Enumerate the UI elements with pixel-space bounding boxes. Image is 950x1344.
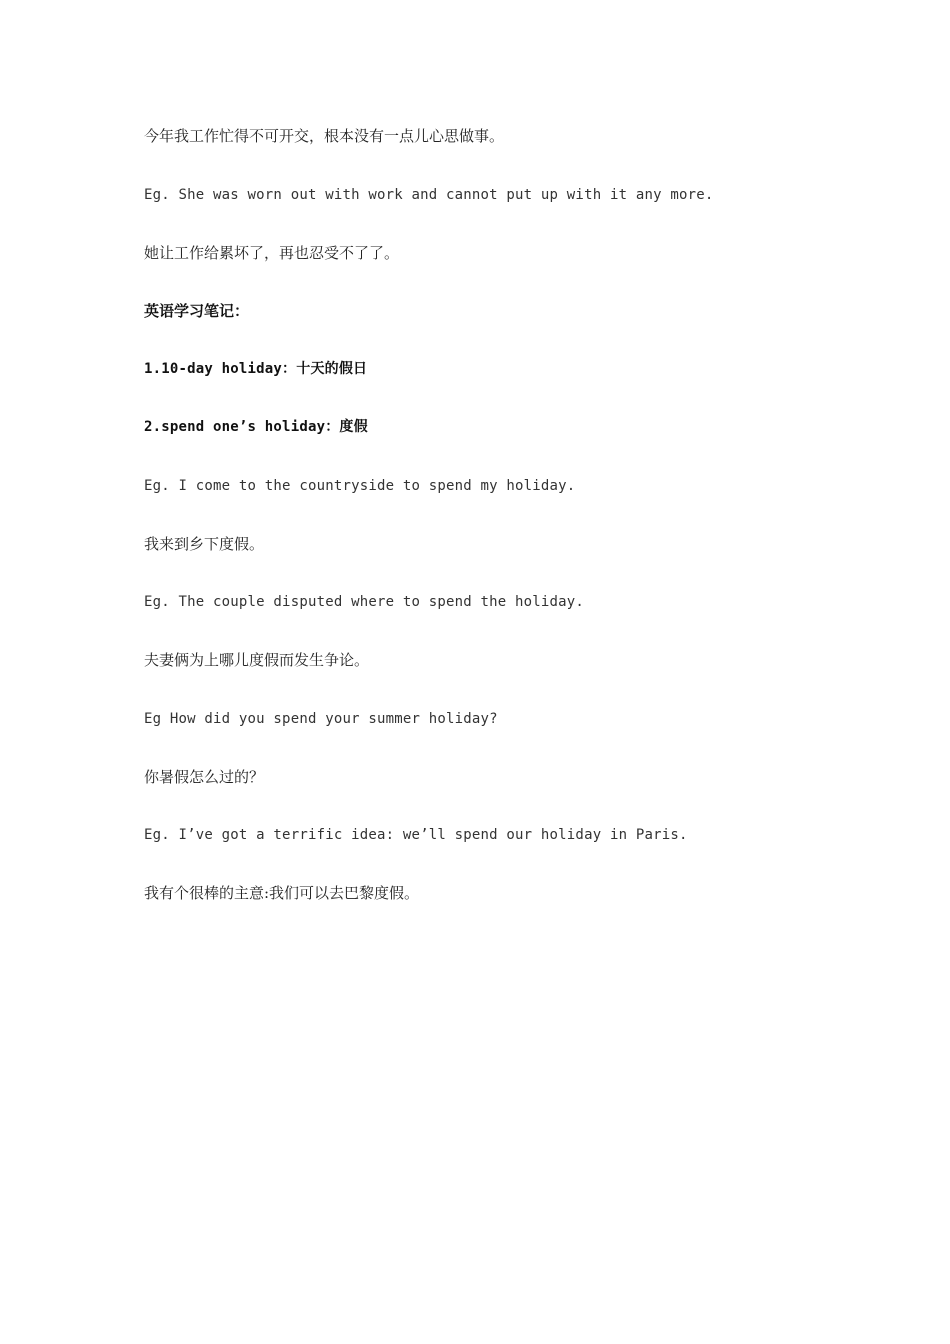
text-line-example-countryside: Eg. I come to the countryside to spend my holiday. [144, 478, 576, 494]
text-line-example-couple: Eg. The couple disputed where to spend the holiday. [144, 594, 585, 610]
text-line-chinese-couple: 夫妻俩为上哪儿度假而发生争论。 [144, 651, 370, 669]
text-line-example-worn-out: Eg. She was worn out with work and cannot put up with it any more. [144, 187, 714, 203]
section-heading-study-notes: 英语学习笔记： [144, 302, 250, 320]
text-line-chinese-worn-out: 她让工作给累坏了，再也忍受不了了。 [144, 244, 400, 262]
note-item-spend-holiday: 2.spend one’s holiday：度假 [144, 419, 368, 435]
text-line-example-paris: Eg. I’ve got a terrific idea: we’ll spend our holiday in Paris. [144, 827, 688, 843]
text-line-chinese-summer-holiday: 你暑假怎么过的？ [144, 768, 265, 786]
text-line-chinese-countryside: 我来到乡下度假。 [144, 535, 265, 553]
note-item-10-day-holiday: 1.10-day holiday：十天的假日 [144, 361, 368, 377]
text-line-chinese-paris: 我有个很棒的主意:我们可以去巴黎度假。 [144, 884, 420, 902]
text-line-example-summer-holiday: Eg How did you spend your summer holiday? [144, 711, 498, 727]
text-line-chinese-busy-work: 今年我工作忙得不可开交，根本没有一点儿心思做事。 [144, 127, 505, 145]
